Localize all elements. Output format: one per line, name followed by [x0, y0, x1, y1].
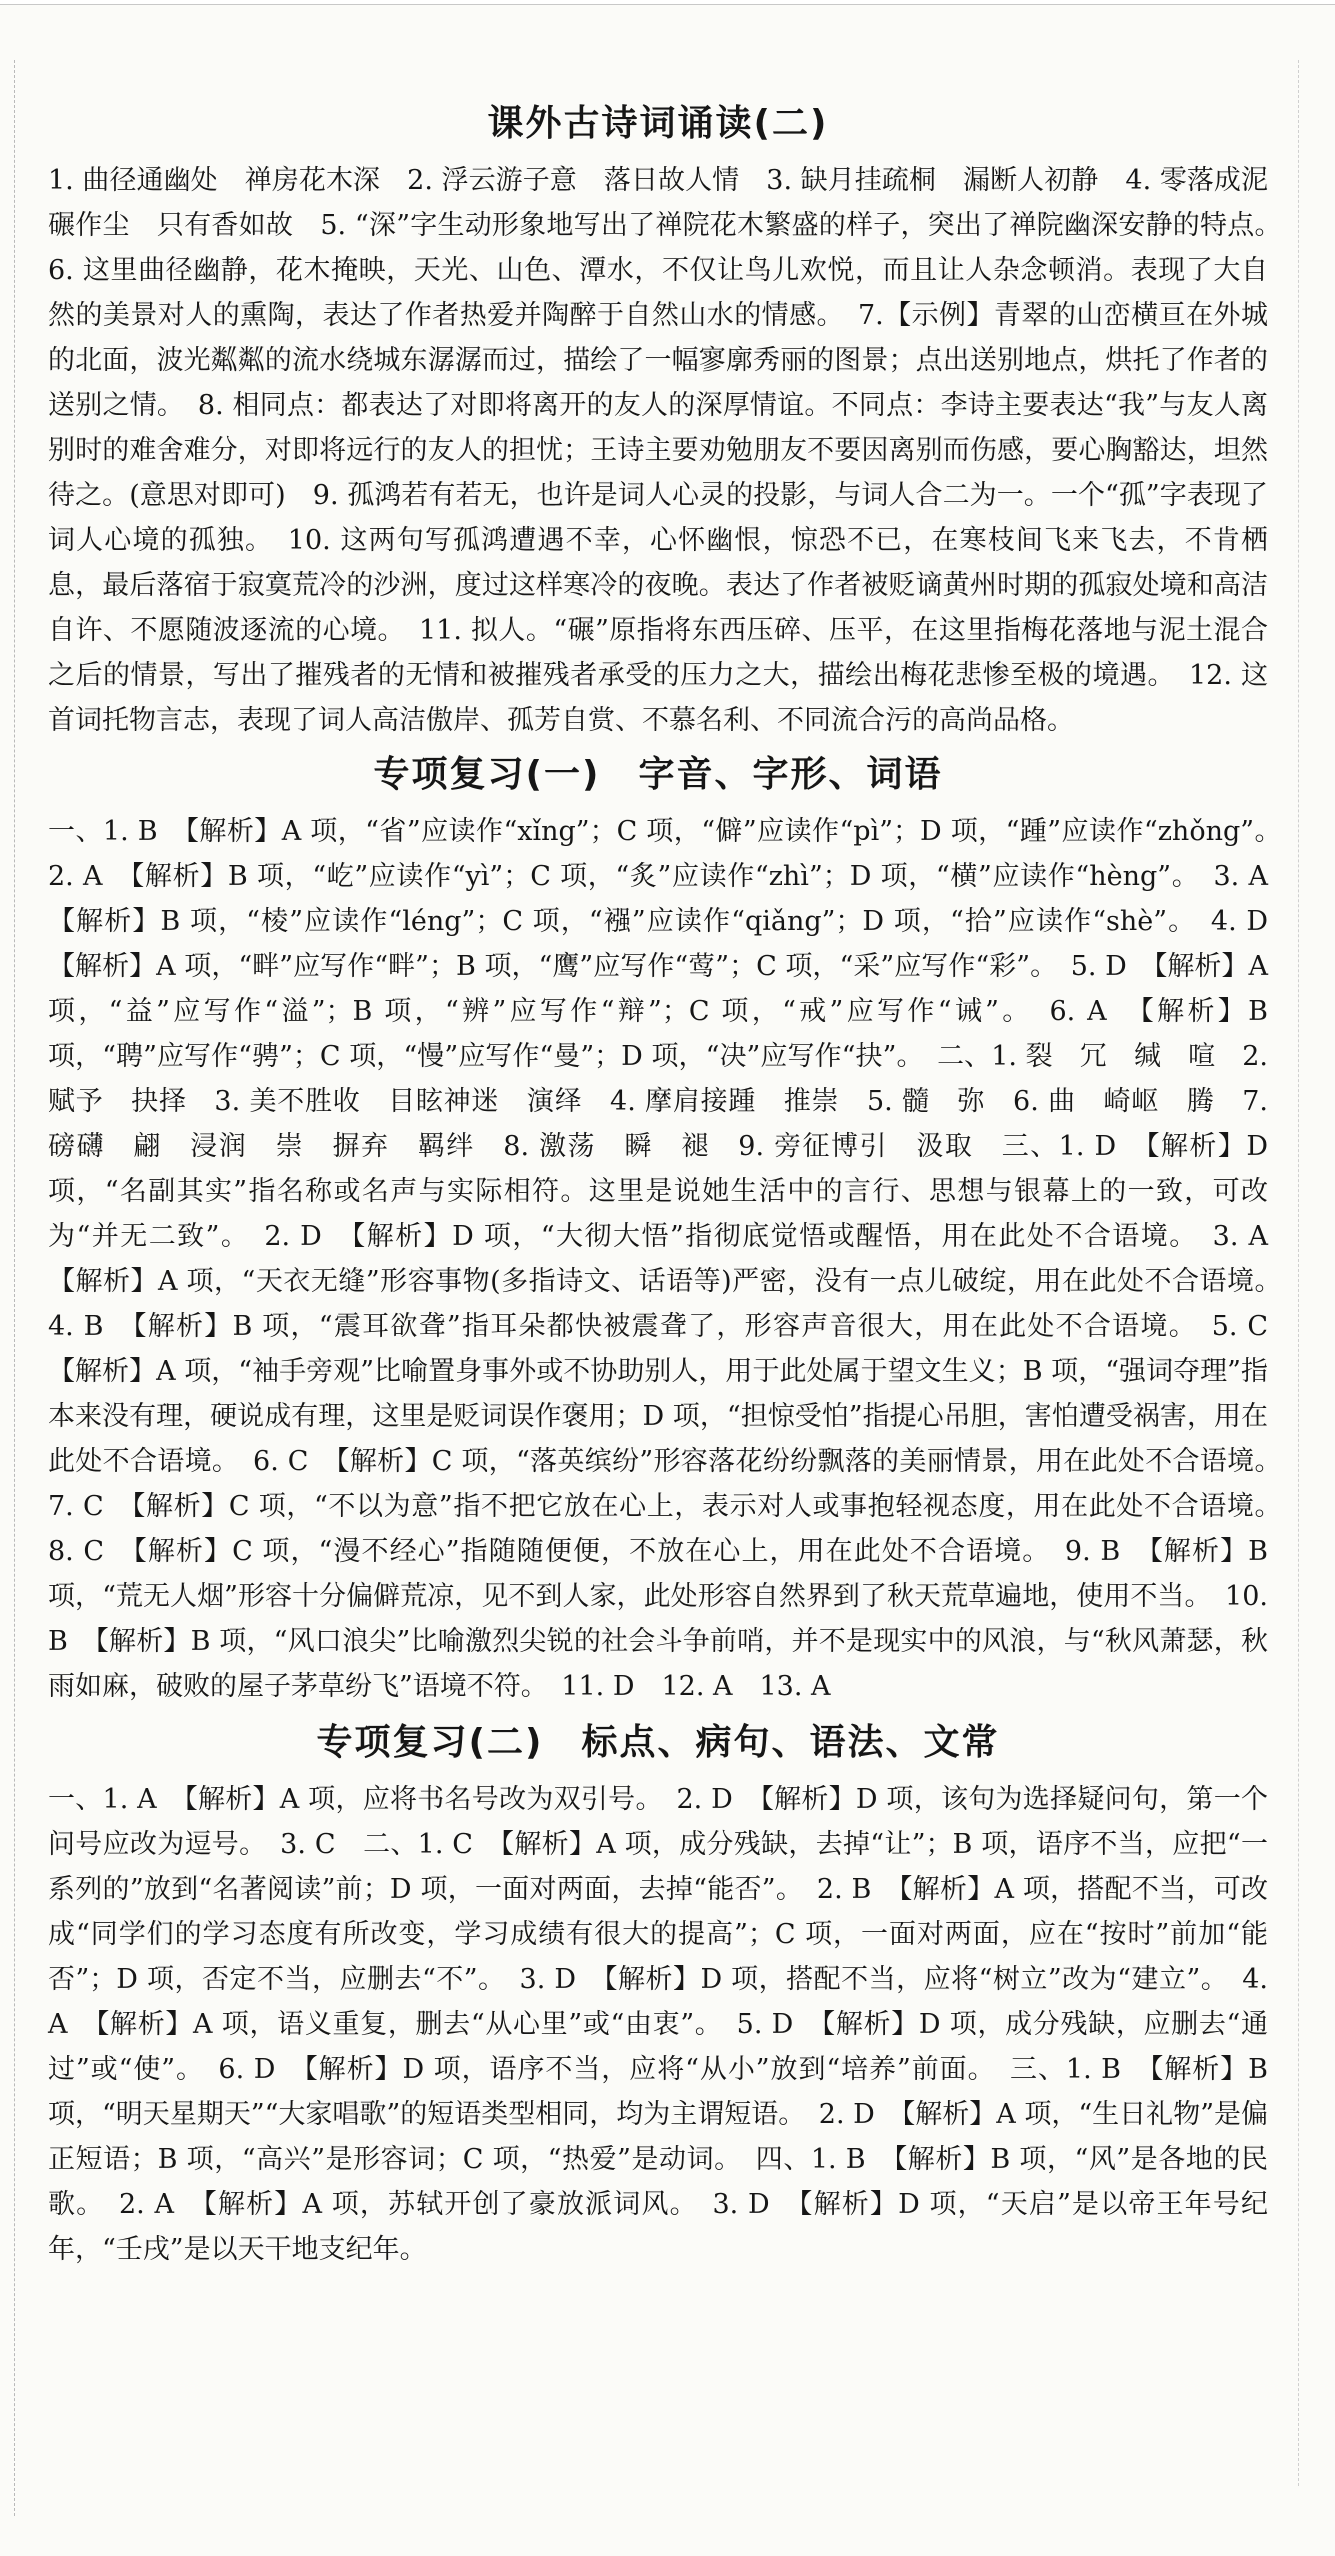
section-review-two [48, 1719, 1268, 2272]
section-title: 专项复习(一) 字音、字形、词语 [373, 754, 943, 795]
section-title: 专项复习(二) 标点、病句、语法、文常 [316, 1722, 1000, 1763]
answer-page [48, 100, 1295, 2272]
left-margin-line [14, 60, 15, 2516]
section-body: 一、1. A 【解析】A 项，应将书名号改为双引号。 2. D 【解析】D 项，该句为选择疑问句，第一个问号应改为逗号。 3. C 二、1. C 【解析】A 项，成分残缺，去掉“让”；B 项，语序不当，应把“一系列的”放到“名著阅读”前；D 项，一面对两面，去掉“能否”。 2. B 【解析】A 项，搭配不当，可改成“同学们的学习态度有所改变，学习成绩有很大的提高”；C 项，一面对两面，应在“按时”前加“能否”；D 项，否定不当，应删去“不”。 3. D 【解析】D 项，搭配不当，应将“树立”改为“建立”。 4. A 【解析】A 项，语义重复，删去“从心里”或“由衷”。 5. D 【解析】D 项，成分残缺，应删去“通过”或“使”。 6. D 【解析】D 项，语序不当，应将“从小”放到“培养”前面。 三、1. B 【解析】B 项，“明天星期天”“大家唱歌”的短语类型相同，均为主谓短语。 2. D 【解析】A 项，“生日礼物”是偏正短语；B 项，“高兴”是形容词；C 项，“热爱”是动词。 四、1. B 【解析】B 项，“风”是各地的民歌。 2. A 【解析】A 项，苏轼开创了豪放派词风。 3. D 【解析】D 项，“天启”是以帝王年号纪年，“壬戌”是以天干地支纪年。 [48, 1784, 1268, 2265]
section-review-one [48, 751, 1295, 1709]
section-body: 1. 曲径通幽处 禅房花木深 2. 浮云游子意 落日故人情 3. 缺月挂疏桐 漏断人初静 4. 零落成泥碾作尘 只有香如故 5. “深”字生动形象地写出了禅院花木繁盛的样子，突出了禅院幽深安静的特点。 6. 这里曲径幽静，花木掩映，天光、山色、潭水，不仅让鸟儿欢悦，而且让人杂念顿消。表现了大自然的美景对人的熏陶，表达了作者热爱并陶醉于自然山水的情感。 7.【示例】青翠的山峦横亘在外城的北面，波光粼粼的流水绕城东潺潺而过，描绘了一幅寥廓秀丽的图景；点出送别地点，烘托了作者的送别之情。 8. 相同点：都表达了对即将离开的友人的深厚情谊。不同点：李诗主要表达“我”与友人离别时的难舍难分，对即将远行的友人的担忧；王诗主要劝勉朋友不要因离别而伤感，要心胸豁达，坦然待之。(意思对即可) 9. 孤鸿若有若无，也许是词人心灵的投影，与词人合二为一。一个“孤”字表现了词人心境的孤独。 10. 这两句写孤鸿遭遇不幸，心怀幽恨，惊恐不已，在寒枝间飞来飞去，不肯栖息，最后落宿于寂寞荒冷的沙洲，度过这样寒冷的夜晚。表达了作者被贬谪黄州时期的孤寂处境和高洁自许、不愿随波逐流的心境。 11. 拟人。“碾”原指将东西压碎、压平，在这里指梅花落地与泥土混合之后的情景，写出了摧残者的无情和被摧残者承受的压力之大，描绘出梅花悲惨至极的境遇。 12. 这首词托物言志，表现了词人高洁傲岸、孤芳自赏、不慕名利、不同流合污的高尚品格。 [48, 165, 1295, 736]
section-title: 课外古诗词诵读(二) [487, 103, 829, 144]
section-classical-poetry [48, 100, 1295, 743]
right-margin-line [1298, 60, 1299, 2486]
top-border [0, 0, 1335, 5]
section-body: 一、1. B 【解析】A 项，“省”应读作“xǐng”；C 项，“僻”应读作“pì”；D 项，“踵”应读作“zhǒng”。 2. A 【解析】B 项，“屹”应读作“yì”；C 项，“炙”应读作“zhì”；D 项，“横”应读作“hèng”。 3. A 【解析】B 项，“棱”应读作“léng”；C 项，“襁”应读作“qiǎng”；D 项，“拾”应读作“shè”。 4. D 【解析】A 项，“畔”应写作“畔”；B 项，“鹰”应写作“莺”；C 项，“采”应写作“彩”。 5. D 【解析】A 项，“益”应写作“溢”；B 项，“辨”应写作“辩”；C 项，“戒”应写作“诫”。 6. A 【解析】B 项，“聘”应写作“骋”；C 项，“慢”应写作“曼”；D 项，“决”应写作“抉”。 二、1. 裂 冗 缄 喧 2. 赋予 抉择 3. 美不胜收 目眩神迷 演绎 4. 摩肩接踵 推崇 5. 髓 弥 6. 曲 崎岖 腾 7. 磅礴 翩 浸润 崇 摒弃 羁绊 8. 激荡 瞬 褪 9. 旁征博引 汲取 三、1. D 【解析】D 项，“名副其实”指名称或名声与实际相符。这里是说她生活中的言行、思想与银幕上的一致，可改为“并无二致”。 2. D 【解析】D 项，“大彻大悟”指彻底觉悟或醒悟，用在此处不合语境。 3. A 【解析】A 项，“天衣无缝”形容事物(多指诗文、话语等)严密，没有一点儿破绽，用在此处不合语境。 4. B 【解析】B 项，“震耳欲聋”指耳朵都快被震聋了，形容声音很大，用在此处不合语境。 5. C 【解析】A 项，“袖手旁观”比喻置身事外或不协助别人，用于此处属于望文生义；B 项，“强词夺理”指本来没有理，硬说成有理，这里是贬词误作褒用；D 项，“担惊受怕”指提心吊胆，害怕遭受祸害，用在此处不合语境。 6. C 【解析】C 项，“落英缤纷”形容落花纷纷飘落的美丽情景，用在此处不合语境。 7. C 【解析】C 项，“不以为意”指不把它放在心上，表示对人或事抱轻视态度，用在此处不合语境。 8. C 【解析】C 项，“漫不经心”指随随便便，不放在心上，用在此处不合语境。 9. B 【解析】B 项，“荒无人烟”形容十分偏僻荒凉，见不到人家，此处形容自然界到了秋天荒草遍地，使用不当。 10. B 【解析】B 项，“风口浪尖”比喻激烈尖锐的社会斗争前哨，并不是现实中的风浪，与“秋风萧瑟，秋雨如麻，破败的屋子茅草纷飞”语境不符。 11. D 12. A 13. A [48, 816, 1295, 1702]
